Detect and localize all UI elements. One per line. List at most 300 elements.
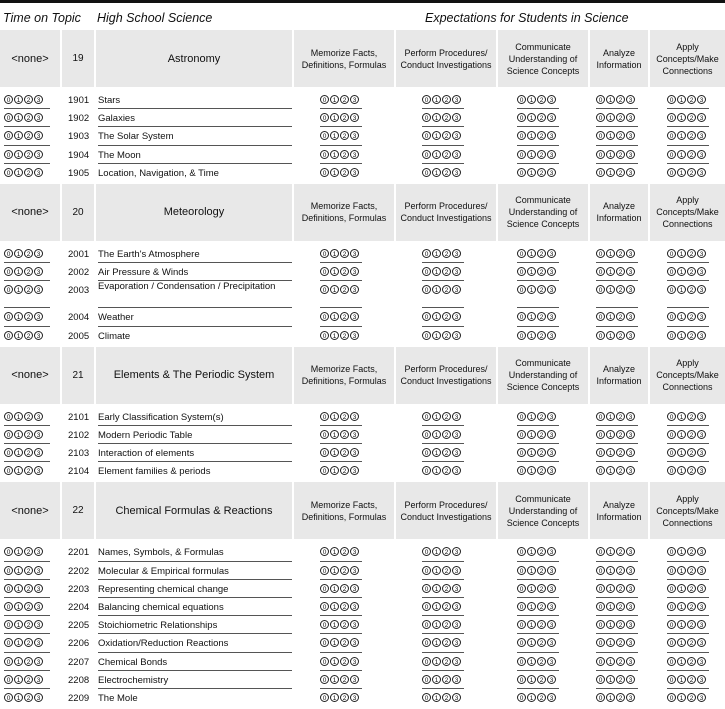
bubble-option[interactable]: 3	[547, 584, 556, 593]
expectation-bubbles[interactable]	[320, 249, 359, 258]
bubble-option[interactable]: 1	[606, 430, 615, 439]
bubble-option[interactable]: 3	[452, 267, 461, 276]
bubble-option[interactable]: 0	[320, 620, 329, 629]
bubble-option[interactable]: 1	[527, 285, 536, 294]
bubble-option[interactable]: 2	[687, 448, 696, 457]
bubble-option[interactable]: 1	[677, 168, 686, 177]
bubble-option[interactable]: 1	[606, 249, 615, 258]
bubble-option[interactable]: 3	[626, 602, 635, 611]
expectation-bubbles[interactable]	[422, 331, 461, 340]
expectation-bubbles[interactable]	[596, 267, 635, 276]
expectation-bubbles[interactable]	[422, 547, 461, 556]
bubble-option[interactable]: 1	[606, 566, 615, 575]
bubble-option[interactable]: 2	[442, 113, 451, 122]
bubble-option[interactable]: 0	[667, 547, 676, 556]
bubble-option[interactable]: 1	[677, 267, 686, 276]
bubble-option[interactable]: 0	[320, 113, 329, 122]
bubble-option[interactable]: 1	[14, 448, 23, 457]
expectation-bubbles[interactable]	[596, 584, 635, 593]
bubble-option[interactable]: 3	[547, 331, 556, 340]
bubble-option[interactable]: 3	[34, 113, 43, 122]
bubble-option[interactable]: 0	[517, 566, 526, 575]
bubble-option[interactable]: 1	[527, 267, 536, 276]
bubble-option[interactable]: 2	[24, 430, 33, 439]
bubble-option[interactable]: 2	[24, 331, 33, 340]
bubble-option[interactable]: 1	[527, 566, 536, 575]
bubble-option[interactable]: 3	[697, 547, 706, 556]
bubble-option[interactable]: 0	[320, 448, 329, 457]
bubble-option[interactable]: 2	[616, 267, 625, 276]
bubble-option[interactable]: 3	[547, 113, 556, 122]
time-on-topic-bubbles[interactable]	[4, 430, 43, 439]
bubble-option[interactable]: 0	[422, 150, 431, 159]
bubble-option[interactable]: 1	[527, 131, 536, 140]
expectation-bubbles[interactable]	[596, 95, 635, 104]
bubble-option[interactable]: 1	[677, 249, 686, 258]
time-on-topic-bubbles[interactable]	[4, 331, 43, 340]
expectation-bubbles[interactable]	[667, 150, 706, 159]
bubble-option[interactable]: 2	[442, 620, 451, 629]
bubble-option[interactable]: 1	[330, 150, 339, 159]
bubble-option[interactable]: 3	[547, 638, 556, 647]
bubble-option[interactable]: 2	[442, 285, 451, 294]
bubble-option[interactable]: 2	[24, 448, 33, 457]
expectation-bubbles[interactable]	[320, 312, 359, 321]
bubble-option[interactable]: 0	[320, 566, 329, 575]
bubble-option[interactable]: 2	[687, 150, 696, 159]
time-on-topic-bubbles[interactable]	[4, 312, 43, 321]
bubble-option[interactable]: 3	[626, 285, 635, 294]
bubble-option[interactable]: 0	[596, 131, 605, 140]
bubble-option[interactable]: 0	[667, 131, 676, 140]
bubble-option[interactable]: 3	[547, 693, 556, 702]
bubble-option[interactable]: 0	[320, 430, 329, 439]
expectation-bubbles[interactable]	[667, 657, 706, 666]
bubble-option[interactable]: 2	[687, 249, 696, 258]
bubble-option[interactable]: 2	[340, 657, 349, 666]
bubble-option[interactable]: 2	[442, 312, 451, 321]
bubble-option[interactable]: 0	[517, 412, 526, 421]
bubble-option[interactable]: 3	[350, 150, 359, 159]
bubble-option[interactable]: 1	[14, 430, 23, 439]
bubble-option[interactable]: 2	[687, 312, 696, 321]
expectation-bubbles[interactable]	[517, 267, 556, 276]
bubble-option[interactable]: 1	[432, 249, 441, 258]
expectation-bubbles[interactable]	[596, 620, 635, 629]
bubble-option[interactable]: 2	[687, 675, 696, 684]
bubble-option[interactable]: 3	[34, 267, 43, 276]
bubble-option[interactable]: 0	[422, 430, 431, 439]
bubble-option[interactable]: 0	[4, 249, 13, 258]
bubble-option[interactable]: 2	[537, 657, 546, 666]
bubble-option[interactable]: 0	[667, 267, 676, 276]
bubble-option[interactable]: 3	[34, 249, 43, 258]
bubble-option[interactable]: 1	[527, 430, 536, 439]
bubble-option[interactable]: 1	[677, 547, 686, 556]
bubble-option[interactable]: 0	[667, 430, 676, 439]
bubble-option[interactable]: 0	[517, 95, 526, 104]
bubble-option[interactable]: 3	[34, 430, 43, 439]
bubble-option[interactable]: 2	[687, 566, 696, 575]
bubble-option[interactable]: 1	[527, 249, 536, 258]
bubble-option[interactable]: 0	[4, 131, 13, 140]
bubble-option[interactable]: 3	[697, 331, 706, 340]
expectation-bubbles[interactable]	[596, 566, 635, 575]
bubble-option[interactable]: 3	[547, 267, 556, 276]
bubble-option[interactable]: 2	[442, 693, 451, 702]
time-on-topic-bubbles[interactable]	[4, 657, 43, 666]
bubble-option[interactable]: 3	[452, 249, 461, 258]
bubble-option[interactable]: 3	[697, 249, 706, 258]
expectation-bubbles[interactable]	[596, 466, 635, 475]
bubble-option[interactable]: 2	[24, 638, 33, 647]
bubble-option[interactable]: 1	[330, 249, 339, 258]
bubble-option[interactable]: 0	[517, 150, 526, 159]
expectation-bubbles[interactable]	[422, 249, 461, 258]
bubble-option[interactable]: 0	[517, 657, 526, 666]
bubble-option[interactable]: 2	[687, 547, 696, 556]
expectation-bubbles[interactable]	[667, 331, 706, 340]
expectation-bubbles[interactable]	[320, 693, 359, 702]
bubble-option[interactable]: 2	[442, 566, 451, 575]
bubble-option[interactable]: 2	[687, 285, 696, 294]
bubble-option[interactable]: 2	[24, 547, 33, 556]
bubble-option[interactable]: 2	[616, 584, 625, 593]
bubble-option[interactable]: 1	[330, 95, 339, 104]
bubble-option[interactable]: 1	[677, 657, 686, 666]
bubble-option[interactable]: 1	[14, 412, 23, 421]
bubble-option[interactable]: 2	[442, 602, 451, 611]
bubble-option[interactable]: 0	[422, 331, 431, 340]
bubble-option[interactable]: 2	[24, 602, 33, 611]
bubble-option[interactable]: 1	[606, 448, 615, 457]
bubble-option[interactable]: 1	[677, 693, 686, 702]
bubble-option[interactable]: 1	[606, 113, 615, 122]
bubble-option[interactable]: 0	[667, 168, 676, 177]
expectation-bubbles[interactable]	[596, 448, 635, 457]
bubble-option[interactable]: 2	[340, 620, 349, 629]
bubble-option[interactable]: 1	[330, 168, 339, 177]
bubble-option[interactable]: 3	[626, 168, 635, 177]
bubble-option[interactable]: 1	[330, 331, 339, 340]
bubble-option[interactable]: 0	[596, 150, 605, 159]
bubble-option[interactable]: 0	[667, 331, 676, 340]
bubble-option[interactable]: 3	[350, 131, 359, 140]
bubble-option[interactable]: 0	[667, 657, 676, 666]
expectation-bubbles[interactable]	[320, 331, 359, 340]
bubble-option[interactable]: 0	[596, 584, 605, 593]
expectation-bubbles[interactable]	[320, 150, 359, 159]
bubble-option[interactable]: 1	[527, 331, 536, 340]
bubble-option[interactable]: 0	[422, 412, 431, 421]
bubble-option[interactable]: 2	[442, 638, 451, 647]
bubble-option[interactable]: 2	[442, 675, 451, 684]
bubble-option[interactable]: 0	[4, 95, 13, 104]
bubble-option[interactable]: 1	[677, 675, 686, 684]
bubble-option[interactable]: 0	[422, 584, 431, 593]
expectation-bubbles[interactable]	[320, 602, 359, 611]
bubble-option[interactable]: 2	[537, 249, 546, 258]
bubble-option[interactable]: 0	[320, 168, 329, 177]
expectation-bubbles[interactable]	[320, 131, 359, 140]
bubble-option[interactable]: 3	[697, 657, 706, 666]
bubble-option[interactable]: 0	[320, 331, 329, 340]
bubble-option[interactable]: 3	[697, 430, 706, 439]
bubble-option[interactable]: 3	[34, 566, 43, 575]
bubble-option[interactable]: 3	[34, 620, 43, 629]
bubble-option[interactable]: 3	[34, 638, 43, 647]
bubble-option[interactable]: 2	[24, 285, 33, 294]
bubble-option[interactable]: 1	[14, 638, 23, 647]
expectation-bubbles[interactable]	[667, 168, 706, 177]
expectation-bubbles[interactable]	[596, 657, 635, 666]
bubble-option[interactable]: 3	[697, 448, 706, 457]
bubble-option[interactable]: 1	[606, 412, 615, 421]
expectation-bubbles[interactable]	[320, 547, 359, 556]
bubble-option[interactable]: 3	[626, 547, 635, 556]
bubble-option[interactable]: 1	[14, 331, 23, 340]
time-on-topic-bubbles[interactable]	[4, 584, 43, 593]
expectation-bubbles[interactable]	[667, 267, 706, 276]
bubble-option[interactable]: 2	[537, 693, 546, 702]
bubble-option[interactable]: 1	[330, 430, 339, 439]
bubble-option[interactable]: 3	[547, 657, 556, 666]
bubble-option[interactable]: 2	[537, 150, 546, 159]
expectation-bubbles[interactable]	[422, 312, 461, 321]
bubble-option[interactable]: 3	[452, 430, 461, 439]
expectation-bubbles[interactable]	[596, 547, 635, 556]
expectation-bubbles[interactable]	[320, 620, 359, 629]
bubble-option[interactable]: 3	[350, 168, 359, 177]
bubble-option[interactable]: 1	[527, 584, 536, 593]
bubble-option[interactable]: 3	[34, 693, 43, 702]
bubble-option[interactable]: 1	[14, 620, 23, 629]
bubble-option[interactable]: 3	[452, 602, 461, 611]
bubble-option[interactable]: 3	[34, 95, 43, 104]
bubble-option[interactable]: 2	[442, 412, 451, 421]
bubble-option[interactable]: 2	[24, 693, 33, 702]
bubble-option[interactable]: 0	[320, 249, 329, 258]
expectation-bubbles[interactable]	[596, 285, 635, 294]
time-on-topic-bubbles[interactable]	[4, 693, 43, 702]
bubble-option[interactable]: 2	[340, 675, 349, 684]
bubble-option[interactable]: 3	[350, 657, 359, 666]
bubble-option[interactable]: 0	[422, 566, 431, 575]
bubble-option[interactable]: 2	[616, 249, 625, 258]
bubble-option[interactable]: 1	[606, 95, 615, 104]
bubble-option[interactable]: 1	[432, 95, 441, 104]
bubble-option[interactable]: 1	[606, 620, 615, 629]
bubble-option[interactable]: 1	[606, 285, 615, 294]
expectation-bubbles[interactable]	[517, 602, 556, 611]
bubble-option[interactable]: 3	[452, 412, 461, 421]
bubble-option[interactable]: 1	[606, 675, 615, 684]
expectation-bubbles[interactable]	[422, 430, 461, 439]
bubble-option[interactable]: 2	[340, 412, 349, 421]
bubble-option[interactable]: 2	[340, 131, 349, 140]
bubble-option[interactable]: 3	[626, 150, 635, 159]
bubble-option[interactable]: 0	[596, 675, 605, 684]
bubble-option[interactable]: 1	[330, 285, 339, 294]
bubble-option[interactable]: 2	[24, 657, 33, 666]
bubble-option[interactable]: 1	[527, 168, 536, 177]
bubble-option[interactable]: 2	[340, 448, 349, 457]
bubble-option[interactable]: 3	[34, 584, 43, 593]
bubble-option[interactable]: 2	[687, 95, 696, 104]
bubble-option[interactable]: 0	[320, 638, 329, 647]
bubble-option[interactable]: 1	[527, 638, 536, 647]
expectation-bubbles[interactable]	[667, 675, 706, 684]
bubble-option[interactable]: 3	[350, 113, 359, 122]
bubble-option[interactable]: 3	[350, 566, 359, 575]
bubble-option[interactable]: 3	[350, 312, 359, 321]
bubble-option[interactable]: 3	[350, 584, 359, 593]
bubble-option[interactable]: 1	[432, 331, 441, 340]
expectation-bubbles[interactable]	[667, 602, 706, 611]
bubble-option[interactable]: 3	[452, 331, 461, 340]
bubble-option[interactable]: 2	[537, 430, 546, 439]
bubble-option[interactable]: 2	[616, 285, 625, 294]
bubble-option[interactable]: 2	[616, 95, 625, 104]
bubble-option[interactable]: 3	[547, 150, 556, 159]
bubble-option[interactable]: 3	[626, 693, 635, 702]
bubble-option[interactable]: 3	[34, 312, 43, 321]
bubble-option[interactable]: 1	[14, 693, 23, 702]
bubble-option[interactable]: 3	[452, 675, 461, 684]
bubble-option[interactable]: 2	[616, 547, 625, 556]
bubble-option[interactable]: 3	[626, 584, 635, 593]
bubble-option[interactable]: 0	[422, 675, 431, 684]
bubble-option[interactable]: 1	[432, 285, 441, 294]
bubble-option[interactable]: 1	[677, 638, 686, 647]
bubble-option[interactable]: 3	[626, 131, 635, 140]
expectation-bubbles[interactable]	[517, 412, 556, 421]
bubble-option[interactable]: 0	[422, 693, 431, 702]
bubble-option[interactable]: 3	[452, 547, 461, 556]
bubble-option[interactable]: 0	[320, 412, 329, 421]
bubble-option[interactable]: 1	[14, 113, 23, 122]
bubble-option[interactable]: 1	[527, 113, 536, 122]
bubble-option[interactable]: 3	[626, 566, 635, 575]
bubble-option[interactable]: 3	[350, 693, 359, 702]
bubble-option[interactable]: 0	[320, 657, 329, 666]
bubble-option[interactable]: 3	[626, 448, 635, 457]
bubble-option[interactable]: 3	[547, 285, 556, 294]
bubble-option[interactable]: 0	[4, 331, 13, 340]
bubble-option[interactable]: 1	[432, 693, 441, 702]
bubble-option[interactable]: 1	[330, 113, 339, 122]
bubble-option[interactable]: 0	[4, 620, 13, 629]
bubble-option[interactable]: 0	[320, 675, 329, 684]
bubble-option[interactable]: 1	[330, 693, 339, 702]
bubble-option[interactable]: 1	[432, 448, 441, 457]
expectation-bubbles[interactable]	[517, 584, 556, 593]
expectation-bubbles[interactable]	[320, 168, 359, 177]
bubble-option[interactable]: 3	[350, 638, 359, 647]
expectation-bubbles[interactable]	[422, 620, 461, 629]
expectation-bubbles[interactable]	[320, 638, 359, 647]
expectation-bubbles[interactable]	[667, 113, 706, 122]
bubble-option[interactable]: 0	[517, 675, 526, 684]
expectation-bubbles[interactable]	[422, 657, 461, 666]
bubble-option[interactable]: 0	[422, 466, 431, 475]
bubble-option[interactable]: 1	[432, 675, 441, 684]
bubble-option[interactable]: 1	[330, 312, 339, 321]
bubble-option[interactable]: 0	[596, 285, 605, 294]
expectation-bubbles[interactable]	[517, 466, 556, 475]
expectation-bubbles[interactable]	[422, 675, 461, 684]
expectation-bubbles[interactable]	[320, 584, 359, 593]
bubble-option[interactable]: 3	[697, 168, 706, 177]
bubble-option[interactable]: 2	[340, 584, 349, 593]
bubble-option[interactable]: 3	[547, 448, 556, 457]
bubble-option[interactable]: 1	[432, 547, 441, 556]
bubble-option[interactable]: 2	[340, 547, 349, 556]
bubble-option[interactable]: 1	[677, 95, 686, 104]
bubble-option[interactable]: 2	[616, 312, 625, 321]
expectation-bubbles[interactable]	[667, 638, 706, 647]
bubble-option[interactable]: 3	[547, 547, 556, 556]
time-on-topic-bubbles[interactable]	[4, 113, 43, 122]
bubble-option[interactable]: 2	[616, 675, 625, 684]
expectation-bubbles[interactable]	[667, 693, 706, 702]
bubble-option[interactable]: 3	[452, 584, 461, 593]
expectation-bubbles[interactable]	[517, 693, 556, 702]
bubble-option[interactable]: 2	[537, 620, 546, 629]
expectation-bubbles[interactable]	[422, 131, 461, 140]
bubble-option[interactable]: 3	[697, 267, 706, 276]
bubble-option[interactable]: 3	[34, 657, 43, 666]
expectation-bubbles[interactable]	[667, 620, 706, 629]
bubble-option[interactable]: 2	[24, 675, 33, 684]
bubble-option[interactable]: 0	[320, 95, 329, 104]
bubble-option[interactable]: 3	[697, 412, 706, 421]
time-on-topic-bubbles[interactable]	[4, 566, 43, 575]
bubble-option[interactable]: 1	[14, 249, 23, 258]
bubble-option[interactable]: 2	[616, 566, 625, 575]
bubble-option[interactable]: 0	[667, 566, 676, 575]
time-on-topic-bubbles[interactable]	[4, 267, 43, 276]
bubble-option[interactable]: 1	[14, 657, 23, 666]
bubble-option[interactable]: 3	[350, 448, 359, 457]
expectation-bubbles[interactable]	[422, 693, 461, 702]
bubble-option[interactable]: 3	[547, 620, 556, 629]
bubble-option[interactable]: 2	[537, 285, 546, 294]
bubble-option[interactable]: 0	[596, 430, 605, 439]
expectation-bubbles[interactable]	[667, 95, 706, 104]
bubble-option[interactable]: 0	[4, 285, 13, 294]
bubble-option[interactable]: 2	[616, 131, 625, 140]
bubble-option[interactable]: 1	[432, 620, 441, 629]
bubble-option[interactable]: 2	[442, 584, 451, 593]
bubble-option[interactable]: 0	[596, 267, 605, 276]
expectation-bubbles[interactable]	[667, 249, 706, 258]
expectation-bubbles[interactable]	[517, 566, 556, 575]
expectation-bubbles[interactable]	[667, 430, 706, 439]
expectation-bubbles[interactable]	[667, 285, 706, 294]
bubble-option[interactable]: 2	[616, 430, 625, 439]
bubble-option[interactable]: 1	[14, 466, 23, 475]
bubble-option[interactable]: 2	[24, 267, 33, 276]
bubble-option[interactable]: 1	[677, 566, 686, 575]
bubble-option[interactable]: 3	[626, 638, 635, 647]
bubble-option[interactable]: 3	[34, 466, 43, 475]
time-on-topic-bubbles[interactable]	[4, 95, 43, 104]
bubble-option[interactable]: 3	[626, 331, 635, 340]
bubble-option[interactable]: 0	[422, 113, 431, 122]
bubble-option[interactable]: 1	[677, 584, 686, 593]
bubble-option[interactable]: 0	[517, 331, 526, 340]
